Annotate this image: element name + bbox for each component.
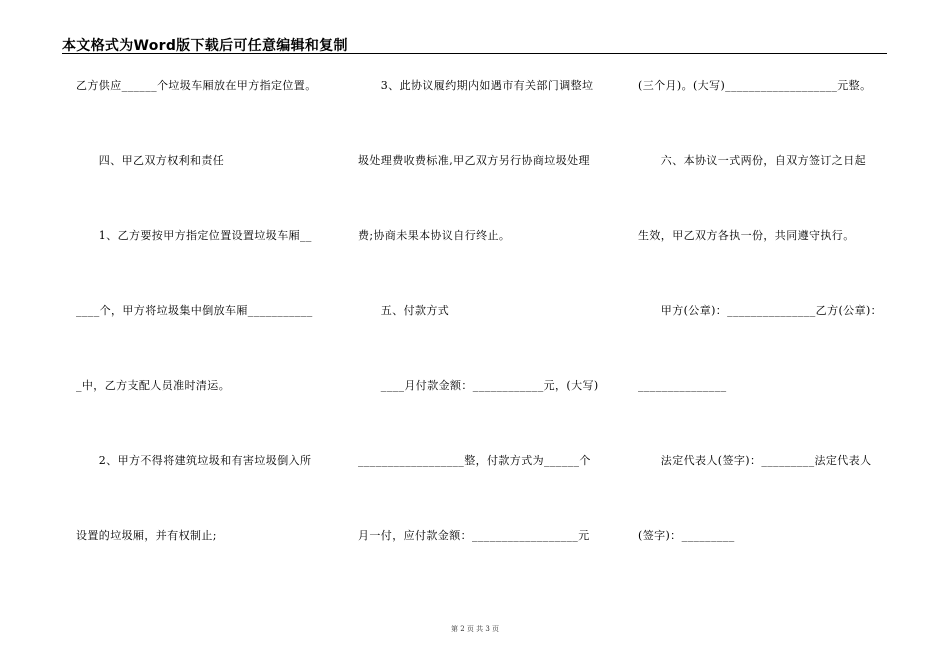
paragraph-line: 2、甲方不得将建筑垃圾和有害垃圾倒入所 (76, 454, 312, 467)
paragraph-line: 四、甲乙双方权利和责任 (76, 154, 225, 167)
paragraph-line: (三个月)。(大写)___________________元整。 (638, 79, 872, 92)
paragraph-line: 五、付款方式 (358, 304, 450, 317)
paragraph-line: 甲方(公章)：_______________乙方(公章)： (638, 304, 883, 317)
paragraph-line: _中，乙方支配人员准时清运。 (76, 379, 231, 392)
paragraph-line: (签字)：_________ (638, 529, 735, 542)
paragraph-line: 生效，甲乙双方各执一份，共同遵守执行。 (638, 229, 855, 242)
paragraph-line: 费;协商未果本协议自行终止。 (358, 229, 511, 242)
paragraph-line: ____个，甲方将垃圾集中倒放车厢___________ (76, 304, 313, 317)
paragraph-line: 设置的垃圾厢，并有权制止; (76, 529, 217, 542)
paragraph-line: 1、乙方要按甲方指定位置设置垃圾车厢__ (76, 229, 312, 242)
paragraph-line: 圾处理费收费标准,甲乙双方另行协商垃圾处理 (358, 154, 590, 167)
header-title: 本文格式为Word版下载后可任意编辑和复制 (62, 38, 348, 54)
paragraph-line: 3、此协议履约期内如遇市有关部门调整垃 (358, 79, 594, 92)
paragraph-line: ____月付款金额：____________元，(大写) (358, 379, 599, 392)
paragraph-line: __________________整，付款方式为______个 (358, 454, 591, 467)
paragraph-line: 月一付，应付款金额：__________________元 (358, 529, 590, 542)
paragraph-line: 六、本协议一式两份，自双方签订之日起 (638, 154, 866, 167)
paragraph-line: _______________ (638, 379, 727, 392)
paragraph-line: 乙方供应______个垃圾车厢放在甲方指定位置。 (76, 79, 317, 92)
paragraph-line: 法定代表人(签字)：_________法定代表人 (638, 454, 872, 467)
page-number: 第 2 页 共 3 页 (450, 625, 500, 633)
header-divider (62, 53, 887, 54)
